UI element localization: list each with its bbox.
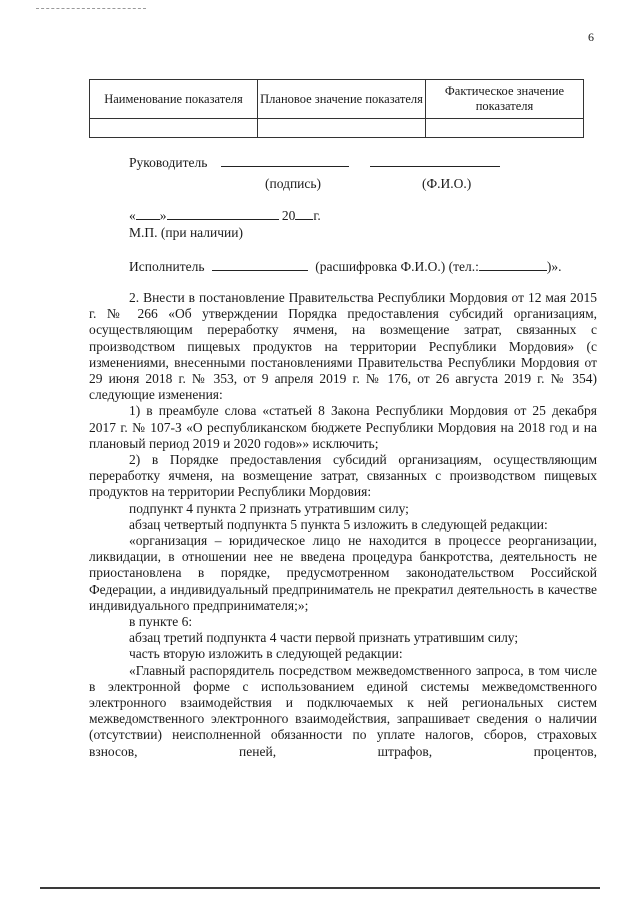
page-number: 6 xyxy=(588,30,594,44)
stamp-note: М.П. (при наличии) xyxy=(129,225,243,240)
indicators-table xyxy=(89,79,584,138)
executor-line: Исполнитель (расшифровка Ф.И.О.) (тел.: )». xyxy=(129,259,562,274)
table-header-row xyxy=(90,80,584,119)
phone-blank xyxy=(479,258,547,271)
paragraph: абзац четвертый подпункта 5 пункта 5 изложить в следующей редакции: xyxy=(129,516,548,532)
paragraph: в пункте 6: xyxy=(129,614,193,630)
scan-artifact-top xyxy=(36,8,146,10)
table-row xyxy=(90,119,584,138)
month-blank xyxy=(167,207,279,220)
paragraph: 2. Внести в постановление Правительства Республики Мордовия от 12 мая 2015 г. № 266 «Об утверждении Порядка предоставления субсидий организациям, осуществляющим переработку ячменя, на возмещение затрат, связанных с производством пищевых продуктов на территории Республики Мордовия» (с изменениями, внесенными постановлениями Правительства Республики Мордовия от 29 июня 2018 г. № 353, от 9 апреля 2019 г. № 176, от 26 августа 2019 г. № 354) следующие изменения: xyxy=(89,290,597,403)
signature-blank xyxy=(221,154,349,167)
executor-blank xyxy=(212,258,308,271)
paragraph: абзац третий подпункта 4 части первой признать утратившим силу; xyxy=(129,630,519,646)
paragraph: 2) в Порядке предоставления субсидий организациям, осуществляющим переработку ячменя, на возмещение затрат, связанных с производством пищевых продуктов на территории Республики Мордовия: xyxy=(89,452,597,500)
paragraph: 1) в преамбуле слова «статьей 8 Закона Республики Мордовия от 25 декабря 2017 г. № 107-З «О республиканском бюджете Республики Мордовия на 2018 год и на плановый период 2019 и 2020 годов»» исключить; xyxy=(89,403,597,451)
scan-artifact-bottom xyxy=(40,887,600,889)
date-line: « » 20 г. xyxy=(129,208,321,223)
sign-caption: (подпись) xyxy=(265,176,322,191)
paragraph: «организация – юридическое лицо не находится в процессе реорганизации, ликвидации, в отношении нее не введена процедура банкротства, деятельность не приостановлена в порядке, предусмотренном законодательством Российской Федерации, а индивидуальный предприниматель не прекратил деятельность в качестве индивидуального предпринимателя;»; xyxy=(89,533,597,613)
table-cell xyxy=(90,119,258,138)
table-cell xyxy=(258,119,426,138)
head-signature-line xyxy=(129,154,500,171)
head-label: Руководитель xyxy=(129,155,208,170)
fio-caption: (Ф.И.О.) xyxy=(422,176,472,191)
paragraph: «Главный распорядитель посредством межведомственного запроса, в том числе в электронной форме с использованием единой системы межведомственного электронного взаимодействия и подключаемых к ней региональных систем межведомственного электронного взаимодействия, запрашивает сведения о наличии (отсутствии) неисполненной обязанности по уплате налогов, сборов, страховых взносов, пеней, штрафов, процентов, xyxy=(89,662,597,759)
table-header-cell: Фактическое значение показателя xyxy=(426,80,584,119)
paragraph: подпункт 4 пункта 2 признать утратившим силу; xyxy=(129,500,409,516)
document-body xyxy=(89,290,597,760)
table-cell xyxy=(426,119,584,138)
fio-blank xyxy=(370,154,500,167)
table-header-cell: Плановое значение показателя xyxy=(258,80,426,119)
year-blank xyxy=(295,207,313,220)
day-blank xyxy=(136,207,160,220)
paragraph: часть вторую изложить в следующей редакции: xyxy=(129,646,403,662)
table-header-cell: Наименование показателя xyxy=(90,80,258,119)
